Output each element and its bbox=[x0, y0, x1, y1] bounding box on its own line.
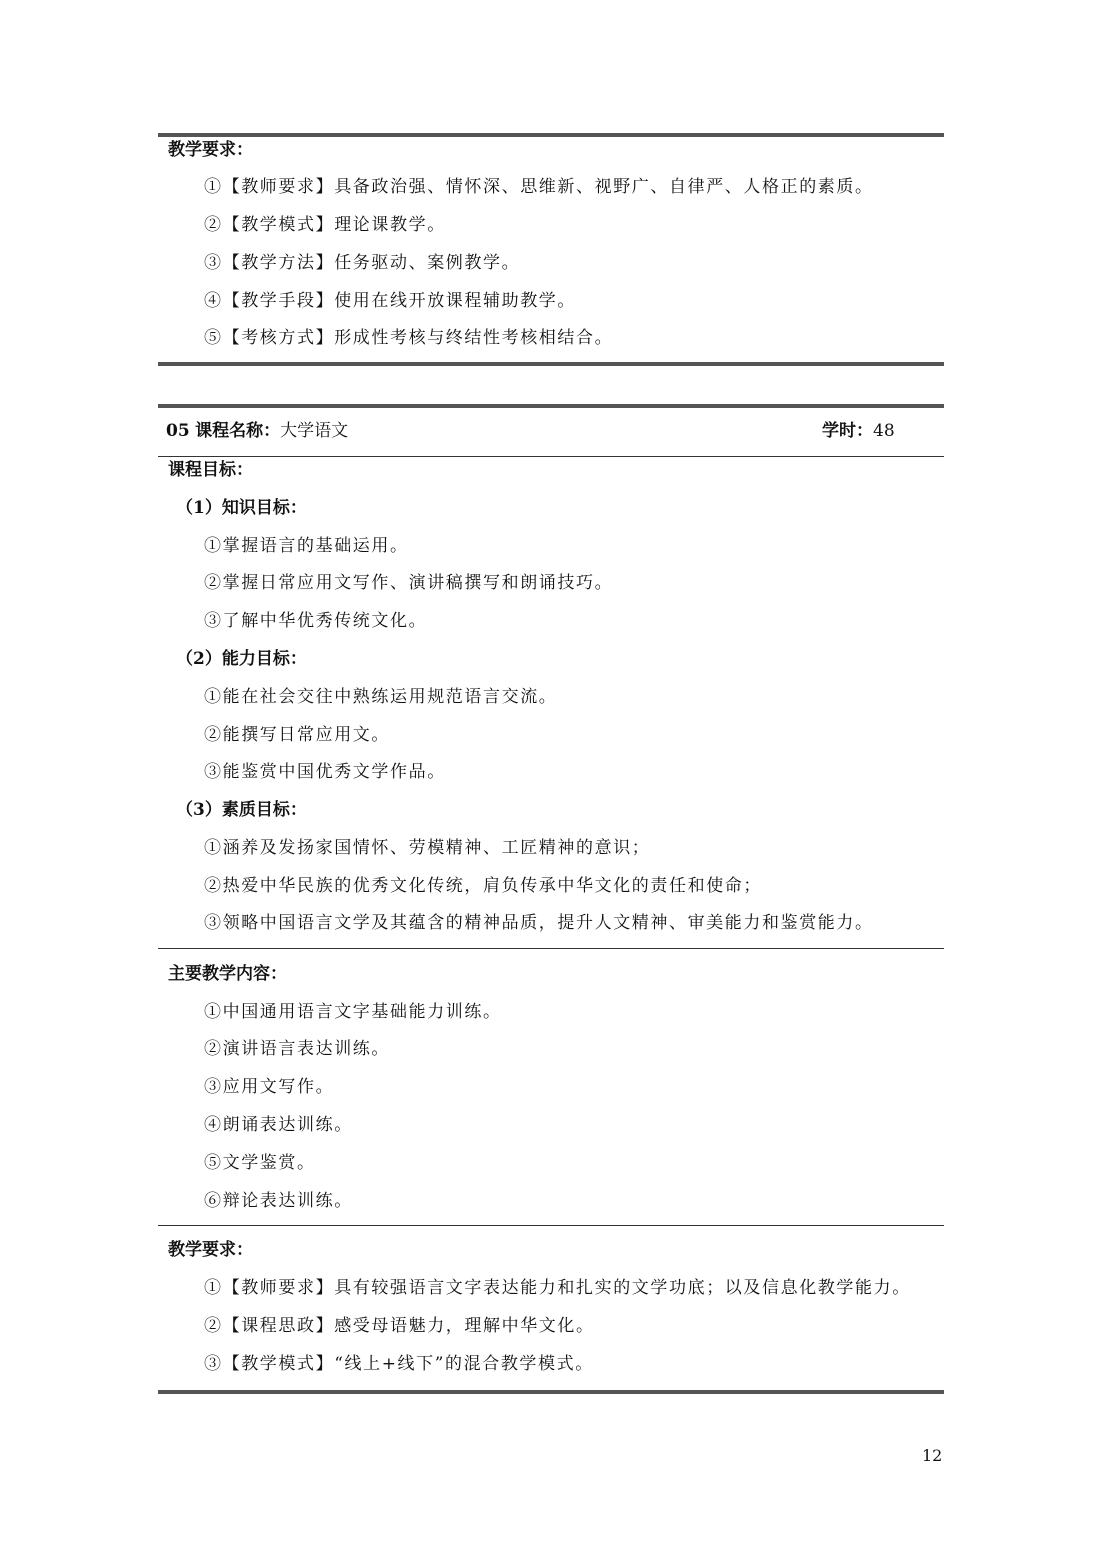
hours-value: 48 bbox=[873, 421, 895, 441]
quality-heading: （3）素质目标： bbox=[176, 800, 307, 820]
quality-item: ③领略中国语言文学及其蕴含的精神品质，提升人文精神、审美能力和鉴赏能力。 bbox=[204, 913, 874, 933]
top-block-bottom-rule bbox=[158, 362, 944, 366]
requirement-item: ②【教学模式】理论课教学。 bbox=[204, 215, 446, 235]
knowledge-item: ②掌握日常应用文写作、演讲稿撰写和朗诵技巧。 bbox=[204, 573, 614, 593]
course-requirement-item: ③【教学模式】“线上+线下”的混合教学模式。 bbox=[204, 1354, 594, 1374]
course-block-bottom-rule bbox=[158, 1390, 944, 1394]
quality-item: ②热爱中华民族的优秀文化传统，肩负传承中华文化的责任和使命； bbox=[204, 876, 762, 896]
content-item: ②演讲语言表达训练。 bbox=[204, 1039, 390, 1059]
content-item: ⑤文学鉴赏。 bbox=[204, 1153, 316, 1173]
content-item: ③应用文写作。 bbox=[204, 1077, 335, 1097]
course-header bbox=[166, 416, 1102, 446]
course-block-top-rule bbox=[158, 404, 944, 408]
objectives-divider bbox=[158, 948, 944, 949]
ability-item: ②能撰写日常应用文。 bbox=[204, 725, 390, 745]
ability-item: ①能在社会交往中熟练运用规范语言交流。 bbox=[204, 687, 558, 707]
quality-item: ①涵养及发扬家国情怀、劳模精神、工匠精神的意识； bbox=[204, 838, 651, 858]
content-item: ①中国通用语言文字基础能力训练。 bbox=[204, 1002, 502, 1022]
course-requirements-heading: 教学要求： bbox=[168, 1240, 253, 1260]
requirement-item: ③【教学方法】任务驱动、案例教学。 bbox=[204, 253, 521, 273]
course-number: 05 bbox=[166, 421, 190, 441]
knowledge-item: ③了解中华优秀传统文化。 bbox=[204, 611, 428, 631]
page-number: 12 bbox=[922, 1446, 943, 1465]
knowledge-heading: （1）知识目标： bbox=[176, 498, 307, 518]
course-name: 大学语文 bbox=[280, 421, 349, 441]
requirement-item: ④【教学手段】使用在线开放课程辅助教学。 bbox=[204, 291, 576, 311]
course-name-label: 课程名称： bbox=[195, 421, 281, 441]
course-requirement-item: ②【课程思政】感受母语魅力，理解中华文化。 bbox=[204, 1316, 595, 1336]
course-hours bbox=[822, 416, 895, 446]
requirements-heading: 教学要求： bbox=[168, 140, 253, 160]
hours-label: 学时： bbox=[822, 421, 873, 441]
knowledge-item: ①掌握语言的基础运用。 bbox=[204, 536, 409, 556]
content-divider bbox=[158, 1225, 944, 1226]
requirement-item: ⑤【考核方式】形成性考核与终结性考核相结合。 bbox=[204, 328, 614, 348]
content-item: ⑥辩论表达训练。 bbox=[204, 1191, 353, 1211]
ability-item: ③能鉴赏中国优秀文学作品。 bbox=[204, 762, 446, 782]
objectives-heading: 课程目标： bbox=[168, 460, 253, 480]
content-item: ④朗诵表达训练。 bbox=[204, 1115, 353, 1135]
content-heading: 主要教学内容： bbox=[168, 964, 287, 984]
requirement-item: ①【教师要求】具备政治强、情怀深、思维新、视野广、自律严、人格正的素质。 bbox=[204, 177, 874, 197]
course-requirement-item: ①【教师要求】具有较强语言文字表达能力和扎实的文学功底；以及信息化教学能力。 bbox=[204, 1278, 911, 1298]
ability-heading: （2）能力目标： bbox=[176, 649, 307, 669]
